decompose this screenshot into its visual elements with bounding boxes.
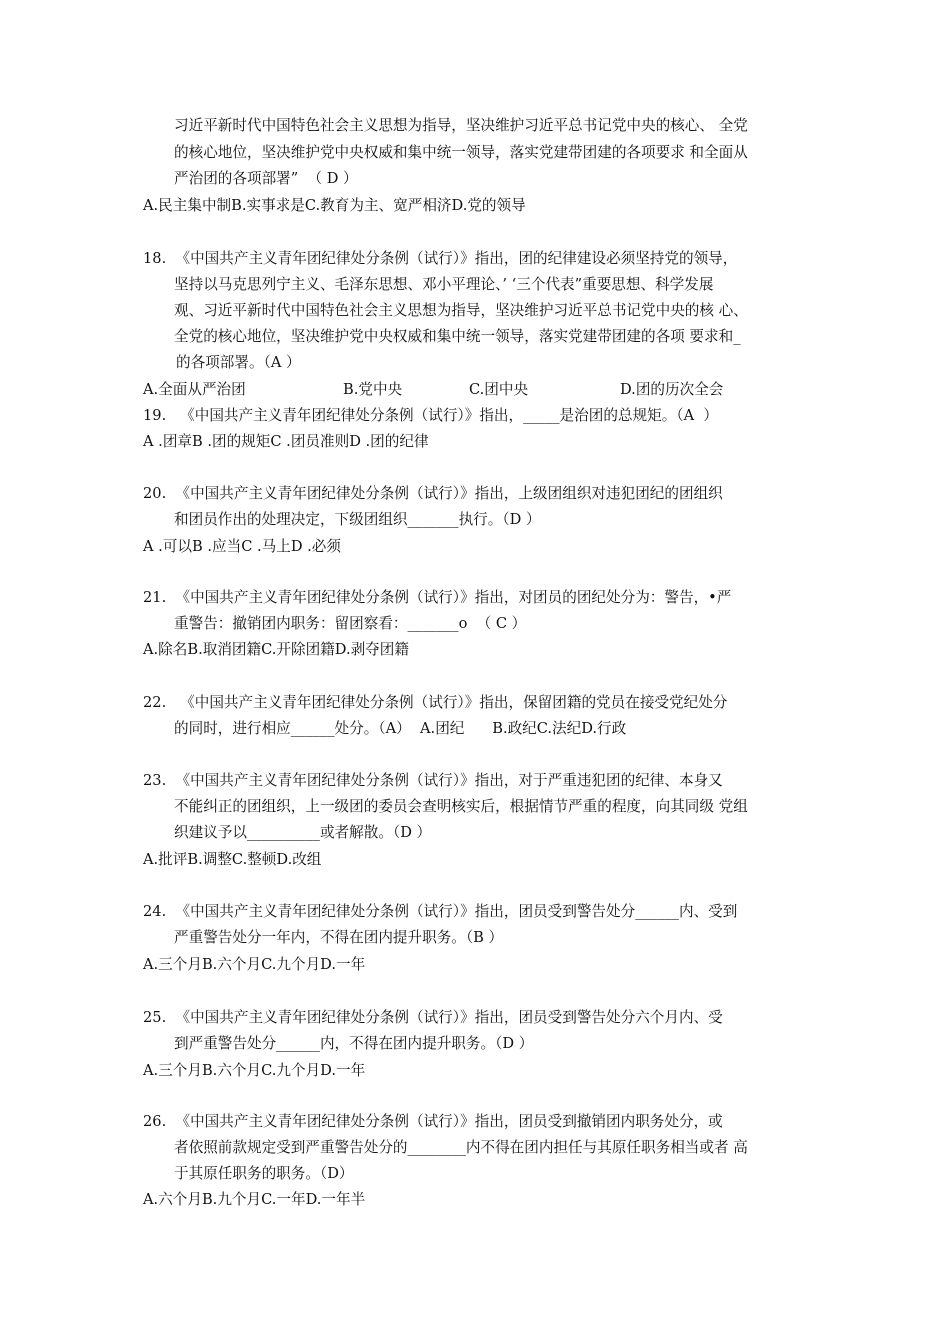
q21-options: A.除名B.取消团籍C.开除团籍D.剥夺团籍 bbox=[143, 641, 409, 658]
q17-line-3: 严治团的各项部署” （ D ） bbox=[174, 170, 358, 187]
q19-options: A .团章B .团的规矩C .团员准则D .团的纪律 bbox=[143, 433, 429, 450]
q24-line-2: 严重警告处分一年内，不得在团内提升职务。（B ） bbox=[174, 929, 504, 946]
q25-line-1: 25. 《中国共产主义青年团纪律处分条例（试行）》指出，团员受到警告处分六个月内、受 bbox=[143, 1009, 723, 1026]
q25-line-2: 到严重警告处分______内，不得在团内提升职务。（D ） bbox=[174, 1035, 534, 1052]
q22-line-1: 22. 《中国共产主义青年团纪律处分条例（试行）》指出，保留团籍的党员在接受党纪处分 bbox=[143, 694, 728, 711]
q20-line-2: 和团员作出的处理决定，下级团组织_______执行。（D ） bbox=[174, 511, 541, 528]
q18-option-d: D.团的历次全会 bbox=[620, 381, 724, 398]
q26-line-2: 者依照前款规定受到严重警告处分的________内不得在团内担任与其原任职务相当或者 高 bbox=[174, 1139, 748, 1156]
q24-line-1: 24. 《中国共产主义青年团纪律处分条例（试行）》指出，团员受到警告处分______内、受到 bbox=[143, 903, 738, 920]
q18-option-a: A.全面从严治团 bbox=[143, 381, 246, 398]
q22-line-2: 的同时，进行相应______处分。（A） A.团纪 B.政纪C.法纪D.行政 bbox=[174, 720, 627, 737]
q20-line-1: 20. 《中国共产主义青年团纪律处分条例（试行）》指出，上级团组织对违犯团纪的团组织 bbox=[143, 485, 723, 502]
q18-line-3: 观、习近平新时代中国特色社会主义思想为指导，坚决维护习近平总书记党中央的核 心、 bbox=[174, 302, 748, 319]
q24-options: A.三个月B.六个月C.九个月D.一年 bbox=[143, 956, 366, 973]
q23-line-1: 23. 《中国共产主义青年团纪律处分条例（试行）》指出，对于严重违犯团的纪律、本身又 bbox=[143, 772, 723, 789]
q23-line-2: 不能纠正的团组织，上一级团的委员会查明核实后，根据情节严重的程度，向其同级 党组 bbox=[174, 798, 748, 815]
q20-options: A .可以B .应当C .马上D .必须 bbox=[143, 538, 341, 555]
q26-options: A.六个月B.九个月C.一年D.一年半 bbox=[143, 1191, 366, 1208]
q21-line-2: 重警告：撤销团内职务：留团察看：_______o （ C ） bbox=[174, 615, 527, 632]
q23-line-3: 织建议予以__________或者解散。（D ） bbox=[174, 824, 432, 841]
q18-option-b: B.党中央 bbox=[343, 381, 403, 398]
q23-options: A.批评B.调整C.整顿D.改组 bbox=[143, 851, 322, 868]
q17-options: A.民主集中制B.实事求是C.教育为主、宽严相济D.党的领导 bbox=[143, 197, 526, 214]
q18-option-c: C.团中央 bbox=[469, 381, 529, 398]
q21-line-1: 21. 《中国共产主义青年团纪律处分条例（试行）》指出，对团员的团纪处分为：警告，•严 bbox=[143, 589, 732, 606]
q25-options: A.三个月B.六个月C.九个月D.一年 bbox=[143, 1062, 366, 1079]
q18-line-1: 18. 《中国共产主义青年团纪律处分条例（试行）》指出，团的纪律建设必须坚持党的领导， bbox=[143, 250, 738, 267]
q18-line-2: 坚持以马克思列宁主义、毛泽东思想、邓小平理论、’ ‘三个代表”重要思想、科学发展 bbox=[174, 276, 714, 293]
q19-line: 19. 《中国共产主义青年团纪律处分条例（试行）》指出，_____是治团的总规矩。（A ） bbox=[143, 407, 719, 424]
q18-line-5: 的各项部署。（A ） bbox=[176, 354, 301, 371]
q26-line-1: 26. 《中国共产主义青年团纪律处分条例（试行）》指出，团员受到撤销团内职务处分，或 bbox=[143, 1113, 723, 1130]
q17-line-1: 习近平新时代中国特色社会主义思想为指导，坚决维护习近平总书记党中央的核心、 全党 bbox=[174, 117, 748, 134]
q17-line-2: 的核心地位，坚决维护党中央权威和集中统一领导，落实党建带团建的各项要求 和全面从 bbox=[174, 144, 748, 161]
q18-line-4: 全党的核心地位，坚决维护党中央权威和集中统一领导，落实党建带团建的各项 要求和_ bbox=[174, 328, 741, 345]
q26-line-3: 于其原任职务的职务。（D） bbox=[174, 1165, 354, 1182]
